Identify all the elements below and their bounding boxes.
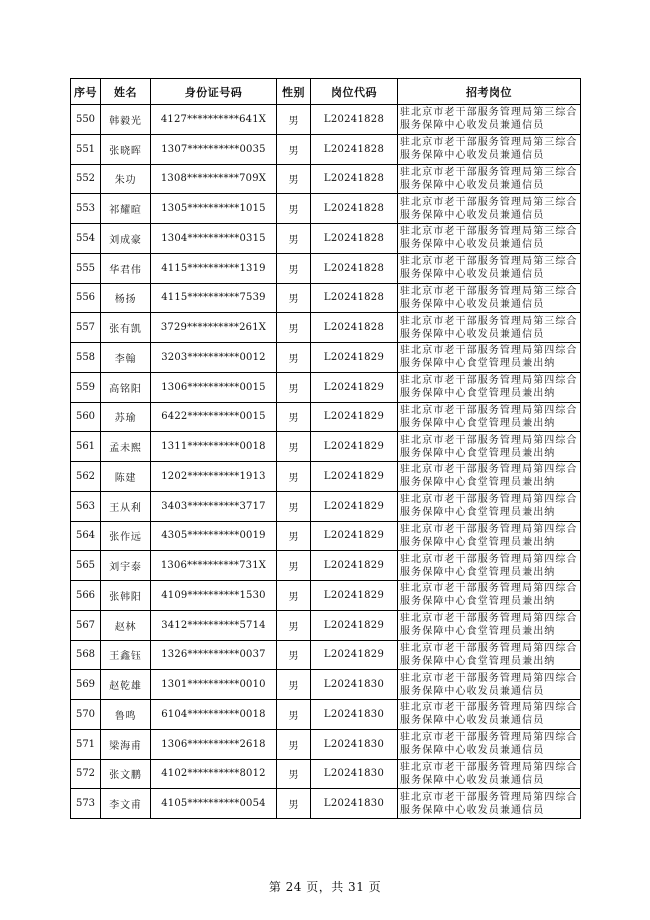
cell-id-number: 4115**********7539 bbox=[151, 283, 277, 313]
cell-id-number: 6104**********0018 bbox=[151, 700, 277, 730]
table-row bbox=[71, 700, 581, 730]
table-body bbox=[71, 105, 581, 819]
cell-id-number: 4102**********8012 bbox=[151, 759, 277, 789]
cell-gender: 男 bbox=[277, 462, 311, 492]
cell-post-code: L20241828 bbox=[311, 105, 398, 135]
cell-seq: 566 bbox=[71, 581, 101, 611]
cell-seq: 555 bbox=[71, 253, 101, 283]
cell-gender: 男 bbox=[277, 313, 311, 343]
cell-seq: 550 bbox=[71, 105, 101, 135]
cell-post-title: 驻北京市老干部服务管理局第四综合服务保障中心收发员兼通信员 bbox=[398, 759, 581, 789]
cell-post-code: L20241828 bbox=[311, 194, 398, 224]
table-row bbox=[71, 670, 581, 700]
cell-post-title: 驻北京市老干部服务管理局第四综合服务保障中心收发员兼通信员 bbox=[398, 789, 581, 819]
cell-post-title: 驻北京市老干部服务管理局第三综合服务保障中心收发员兼通信员 bbox=[398, 283, 581, 313]
cell-seq: 569 bbox=[71, 670, 101, 700]
cell-name: 李翰 bbox=[101, 343, 151, 373]
cell-id-number: 1202**********1913 bbox=[151, 462, 277, 492]
cell-post-title: 驻北京市老干部服务管理局第四综合服务保障中心收发员兼通信员 bbox=[398, 670, 581, 700]
cell-gender: 男 bbox=[277, 670, 311, 700]
cell-post-title: 驻北京市老干部服务管理局第三综合服务保障中心收发员兼通信员 bbox=[398, 134, 581, 164]
cell-id-number: 3403**********3717 bbox=[151, 491, 277, 521]
cell-name: 赵林 bbox=[101, 610, 151, 640]
cell-post-title: 驻北京市老干部服务管理局第四综合服务保障中心食堂管理员兼出纳 bbox=[398, 432, 581, 462]
cell-name: 高铭阳 bbox=[101, 372, 151, 402]
table-row bbox=[71, 789, 581, 819]
cell-seq: 560 bbox=[71, 402, 101, 432]
cell-name: 苏瑜 bbox=[101, 402, 151, 432]
cell-id-number: 4115**********1319 bbox=[151, 253, 277, 283]
cell-id-number: 4305**********0019 bbox=[151, 521, 277, 551]
cell-name: 王从利 bbox=[101, 491, 151, 521]
cell-gender: 男 bbox=[277, 491, 311, 521]
cell-post-code: L20241830 bbox=[311, 759, 398, 789]
cell-gender: 男 bbox=[277, 283, 311, 313]
cell-post-title: 驻北京市老干部服务管理局第四综合服务保障中心食堂管理员兼出纳 bbox=[398, 640, 581, 670]
cell-post-code: L20241829 bbox=[311, 402, 398, 432]
cell-name: 鲁鸣 bbox=[101, 700, 151, 730]
cell-post-title: 驻北京市老干部服务管理局第四综合服务保障中心食堂管理员兼出纳 bbox=[398, 462, 581, 492]
cell-post-title: 驻北京市老干部服务管理局第三综合服务保障中心收发员兼通信员 bbox=[398, 105, 581, 135]
cell-post-title: 驻北京市老干部服务管理局第四综合服务保障中心食堂管理员兼出纳 bbox=[398, 521, 581, 551]
cell-name: 张文鹏 bbox=[101, 759, 151, 789]
cell-post-code: L20241829 bbox=[311, 462, 398, 492]
cell-name: 孟未熙 bbox=[101, 432, 151, 462]
cell-gender: 男 bbox=[277, 729, 311, 759]
cell-seq: 565 bbox=[71, 551, 101, 581]
table-row bbox=[71, 134, 581, 164]
cell-id-number: 1311**********0018 bbox=[151, 432, 277, 462]
cell-name: 陈建 bbox=[101, 462, 151, 492]
cell-id-number: 4105**********0054 bbox=[151, 789, 277, 819]
table-row bbox=[71, 313, 581, 343]
cell-post-code: L20241829 bbox=[311, 551, 398, 581]
cell-post-code: L20241829 bbox=[311, 610, 398, 640]
cell-post-title: 驻北京市老干部服务管理局第四综合服务保障中心收发员兼通信员 bbox=[398, 729, 581, 759]
cell-name: 刘成豪 bbox=[101, 224, 151, 254]
cell-id-number: 3203**********0012 bbox=[151, 343, 277, 373]
cell-seq: 563 bbox=[71, 491, 101, 521]
cell-name: 韩毅光 bbox=[101, 105, 151, 135]
cell-seq: 552 bbox=[71, 164, 101, 194]
cell-id-number: 4127**********641X bbox=[151, 105, 277, 135]
cell-seq: 571 bbox=[71, 729, 101, 759]
cell-post-title: 驻北京市老干部服务管理局第三综合服务保障中心收发员兼通信员 bbox=[398, 313, 581, 343]
cell-id-number: 3729**********261X bbox=[151, 313, 277, 343]
cell-post-title: 驻北京市老干部服务管理局第四综合服务保障中心食堂管理员兼出纳 bbox=[398, 372, 581, 402]
cell-id-number: 1306**********731X bbox=[151, 551, 277, 581]
table-row bbox=[71, 759, 581, 789]
cell-id-number: 3412**********5714 bbox=[151, 610, 277, 640]
cell-post-code: L20241828 bbox=[311, 253, 398, 283]
cell-id-number: 1308**********709X bbox=[151, 164, 277, 194]
cell-post-title: 驻北京市老干部服务管理局第四综合服务保障中心食堂管理员兼出纳 bbox=[398, 491, 581, 521]
cell-gender: 男 bbox=[277, 343, 311, 373]
cell-gender: 男 bbox=[277, 134, 311, 164]
cell-gender: 男 bbox=[277, 581, 311, 611]
cell-seq: 567 bbox=[71, 610, 101, 640]
cell-post-code: L20241829 bbox=[311, 640, 398, 670]
cell-name: 张晓晖 bbox=[101, 134, 151, 164]
cell-post-code: L20241829 bbox=[311, 343, 398, 373]
cell-seq: 553 bbox=[71, 194, 101, 224]
cell-seq: 554 bbox=[71, 224, 101, 254]
header-post-code: 岗位代码 bbox=[311, 79, 398, 105]
cell-seq: 564 bbox=[71, 521, 101, 551]
cell-post-code: L20241828 bbox=[311, 224, 398, 254]
table-row bbox=[71, 164, 581, 194]
table-row bbox=[71, 283, 581, 313]
table-row bbox=[71, 491, 581, 521]
cell-name: 华君伟 bbox=[101, 253, 151, 283]
cell-seq: 562 bbox=[71, 462, 101, 492]
cell-gender: 男 bbox=[277, 253, 311, 283]
header-row bbox=[71, 79, 581, 105]
cell-gender: 男 bbox=[277, 432, 311, 462]
cell-seq: 570 bbox=[71, 700, 101, 730]
cell-gender: 男 bbox=[277, 610, 311, 640]
cell-seq: 572 bbox=[71, 759, 101, 789]
table-row bbox=[71, 402, 581, 432]
cell-post-code: L20241829 bbox=[311, 521, 398, 551]
cell-name: 朱功 bbox=[101, 164, 151, 194]
cell-post-title: 驻北京市老干部服务管理局第四综合服务保障中心食堂管理员兼出纳 bbox=[398, 551, 581, 581]
header-name: 姓名 bbox=[101, 79, 151, 105]
cell-seq: 551 bbox=[71, 134, 101, 164]
table-row bbox=[71, 372, 581, 402]
cell-name: 赵乾雄 bbox=[101, 670, 151, 700]
cell-seq: 561 bbox=[71, 432, 101, 462]
cell-gender: 男 bbox=[277, 224, 311, 254]
cell-id-number: 1306**********0015 bbox=[151, 372, 277, 402]
cell-post-title: 驻北京市老干部服务管理局第四综合服务保障中心食堂管理员兼出纳 bbox=[398, 402, 581, 432]
cell-post-code: L20241828 bbox=[311, 313, 398, 343]
cell-gender: 男 bbox=[277, 700, 311, 730]
table-row bbox=[71, 253, 581, 283]
cell-post-title: 驻北京市老干部服务管理局第四综合服务保障中心收发员兼通信员 bbox=[398, 700, 581, 730]
cell-gender: 男 bbox=[277, 372, 311, 402]
cell-post-code: L20241829 bbox=[311, 372, 398, 402]
table-row bbox=[71, 729, 581, 759]
cell-id-number: 1306**********2618 bbox=[151, 729, 277, 759]
cell-gender: 男 bbox=[277, 759, 311, 789]
cell-post-code: L20241829 bbox=[311, 581, 398, 611]
table-row bbox=[71, 462, 581, 492]
cell-name: 祁耀暄 bbox=[101, 194, 151, 224]
candidate-table bbox=[70, 78, 581, 819]
header-id-number: 身份证号码 bbox=[151, 79, 277, 105]
table-row bbox=[71, 194, 581, 224]
cell-gender: 男 bbox=[277, 521, 311, 551]
table-row bbox=[71, 105, 581, 135]
cell-name: 张作远 bbox=[101, 521, 151, 551]
cell-post-title: 驻北京市老干部服务管理局第四综合服务保障中心食堂管理员兼出纳 bbox=[398, 343, 581, 373]
cell-post-title: 驻北京市老干部服务管理局第三综合服务保障中心收发员兼通信员 bbox=[398, 224, 581, 254]
cell-gender: 男 bbox=[277, 402, 311, 432]
cell-name: 张有凯 bbox=[101, 313, 151, 343]
table-row bbox=[71, 581, 581, 611]
table-row bbox=[71, 640, 581, 670]
table-header bbox=[71, 79, 581, 105]
cell-post-code: L20241829 bbox=[311, 491, 398, 521]
cell-name: 杨扬 bbox=[101, 283, 151, 313]
cell-gender: 男 bbox=[277, 640, 311, 670]
cell-seq: 556 bbox=[71, 283, 101, 313]
cell-post-title: 驻北京市老干部服务管理局第三综合服务保障中心收发员兼通信员 bbox=[398, 164, 581, 194]
header-seq: 序号 bbox=[71, 79, 101, 105]
cell-seq: 559 bbox=[71, 372, 101, 402]
cell-post-title: 驻北京市老干部服务管理局第三综合服务保障中心收发员兼通信员 bbox=[398, 253, 581, 283]
page-number: 第 24 页，共 31 页 bbox=[268, 880, 382, 894]
cell-seq: 557 bbox=[71, 313, 101, 343]
table-row bbox=[71, 432, 581, 462]
cell-post-code: L20241828 bbox=[311, 134, 398, 164]
cell-post-title: 驻北京市老干部服务管理局第四综合服务保障中心食堂管理员兼出纳 bbox=[398, 610, 581, 640]
cell-gender: 男 bbox=[277, 105, 311, 135]
cell-seq: 568 bbox=[71, 640, 101, 670]
table-row bbox=[71, 610, 581, 640]
cell-seq: 558 bbox=[71, 343, 101, 373]
cell-post-code: L20241830 bbox=[311, 729, 398, 759]
cell-seq: 573 bbox=[71, 789, 101, 819]
cell-id-number: 1304**********0315 bbox=[151, 224, 277, 254]
cell-id-number: 1305**********1015 bbox=[151, 194, 277, 224]
cell-id-number: 1301**********0010 bbox=[151, 670, 277, 700]
table-row bbox=[71, 551, 581, 581]
cell-gender: 男 bbox=[277, 551, 311, 581]
cell-id-number: 6422**********0015 bbox=[151, 402, 277, 432]
cell-name: 王鑫钰 bbox=[101, 640, 151, 670]
cell-post-code: L20241830 bbox=[311, 700, 398, 730]
cell-id-number: 1326**********0037 bbox=[151, 640, 277, 670]
header-post-title: 招考岗位 bbox=[398, 79, 581, 105]
cell-id-number: 1307**********0035 bbox=[151, 134, 277, 164]
header-gender: 性别 bbox=[277, 79, 311, 105]
table-row bbox=[71, 224, 581, 254]
cell-post-code: L20241829 bbox=[311, 432, 398, 462]
cell-id-number: 4109**********1530 bbox=[151, 581, 277, 611]
table-row bbox=[71, 521, 581, 551]
cell-post-code: L20241828 bbox=[311, 283, 398, 313]
cell-post-title: 驻北京市老干部服务管理局第四综合服务保障中心食堂管理员兼出纳 bbox=[398, 581, 581, 611]
cell-gender: 男 bbox=[277, 194, 311, 224]
cell-post-code: L20241830 bbox=[311, 789, 398, 819]
cell-post-code: L20241828 bbox=[311, 164, 398, 194]
cell-post-title: 驻北京市老干部服务管理局第三综合服务保障中心收发员兼通信员 bbox=[398, 194, 581, 224]
table-row bbox=[71, 343, 581, 373]
cell-gender: 男 bbox=[277, 789, 311, 819]
cell-gender: 男 bbox=[277, 164, 311, 194]
cell-name: 梁海甫 bbox=[101, 729, 151, 759]
cell-name: 张韩阳 bbox=[101, 581, 151, 611]
cell-name: 李文甫 bbox=[101, 789, 151, 819]
cell-post-code: L20241830 bbox=[311, 670, 398, 700]
cell-name: 刘宇泰 bbox=[101, 551, 151, 581]
